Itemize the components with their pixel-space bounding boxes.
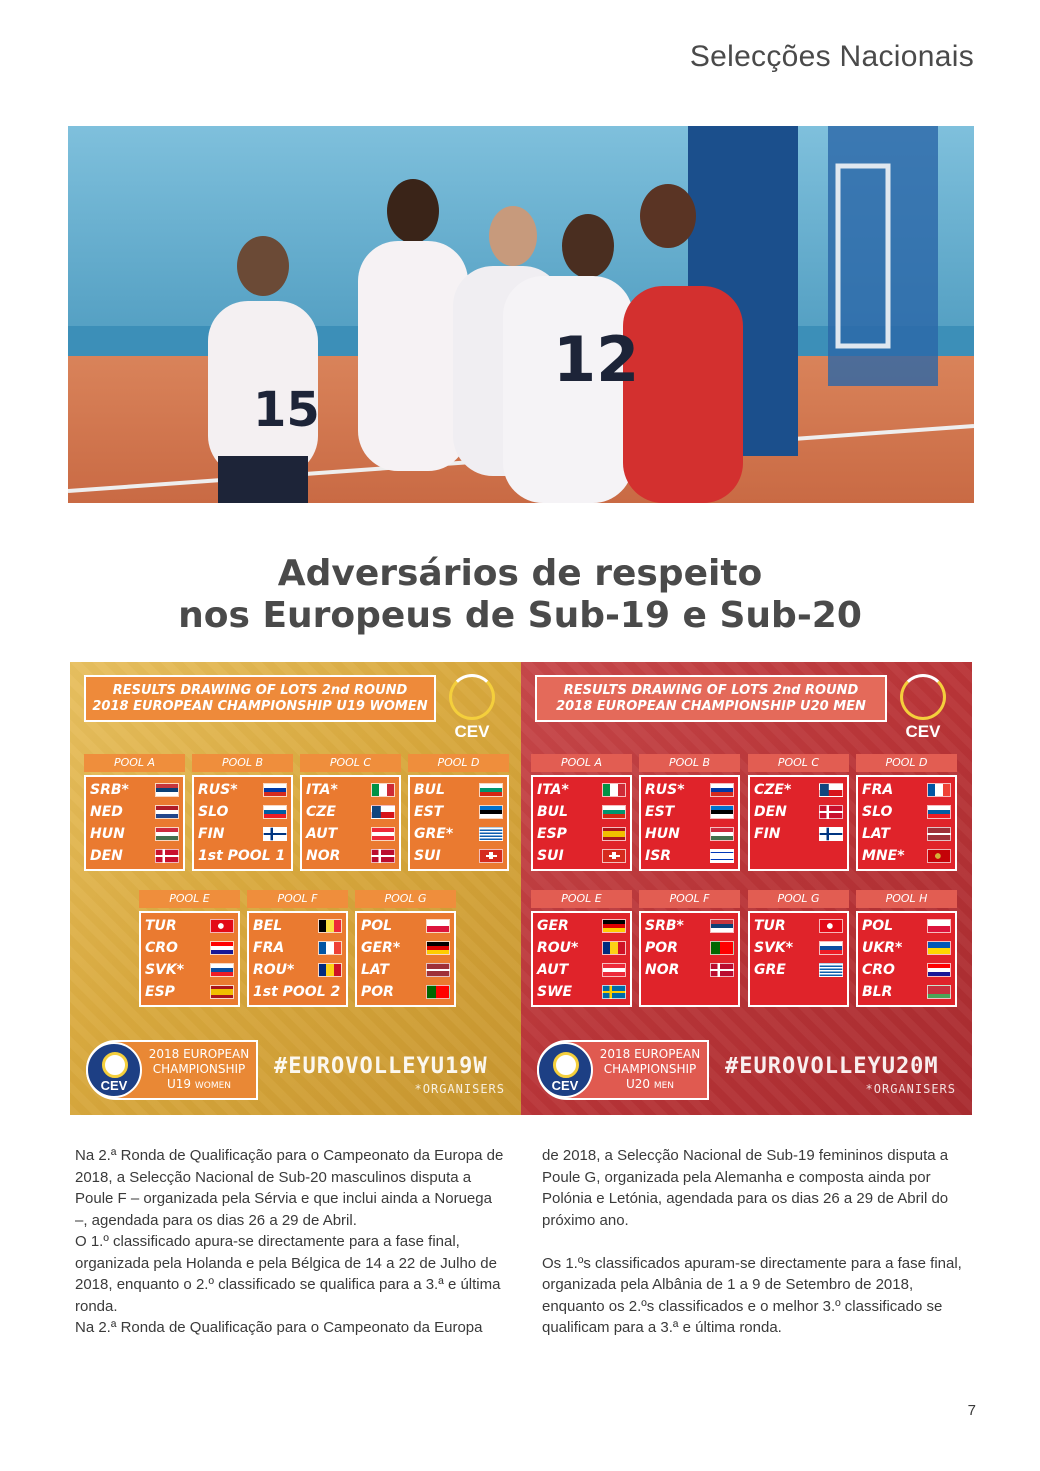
u20-men-panel: [521, 662, 972, 1115]
team-code: CRO: [145, 940, 178, 956]
team-row: [862, 981, 951, 1003]
team-row: [90, 823, 179, 845]
blr-flag-icon: [927, 985, 951, 999]
u19-banner-line-1: RESULTS DRAWING OF LOTS 2nd ROUND: [112, 682, 408, 698]
team-code: AUT: [537, 962, 569, 978]
gre-flag-icon: [479, 827, 503, 841]
team-row: [537, 981, 626, 1003]
pool-title: POOL H: [856, 890, 957, 908]
organisers-note: *ORGANISERS: [414, 1082, 505, 1096]
sui-flag-icon: [602, 849, 626, 863]
pool-team-list: [856, 911, 957, 1007]
team-row: [253, 959, 342, 981]
u20-pool-e: [531, 890, 632, 1012]
team-code: SUI: [537, 848, 564, 864]
team-code: RUS*: [198, 782, 238, 798]
team-code: MNE*: [862, 848, 905, 864]
u20-championship-badge: [537, 1040, 709, 1100]
sui-flag-icon: [479, 849, 503, 863]
body-paragraph: Os 1.ºs classificados apuram-se directamente para a fase final, organizada pela Albânia de 1 a 9 de Setembro de 2018, enquanto os 2.ºs classificados e o melhor 3.º classificado se qualificam para a 3.ª e última ronda.: [542, 1254, 962, 1336]
badge-line-2: CHAMPIONSHIP: [152, 1061, 246, 1076]
badge-line-3: U20: [625, 1076, 651, 1091]
pool-title: POOL G: [355, 890, 456, 908]
badge-line-1: 2018 EUROPEAN: [599, 1046, 701, 1061]
team-code: LAT: [361, 962, 389, 978]
u20-pool-b: [639, 754, 740, 876]
team-code: POL: [862, 918, 894, 934]
headline-line-1: Adversários de respeito: [277, 553, 763, 594]
cev-badge-icon: [537, 1042, 593, 1098]
team-row: [414, 779, 503, 801]
pool-title: POOL F: [247, 890, 348, 908]
team-row: [306, 823, 395, 845]
team-row: [862, 915, 951, 937]
u20-pool-h: [856, 890, 957, 1012]
pool-team-list: [408, 775, 509, 871]
pool-title: POOL B: [192, 754, 293, 772]
u19-women-panel: [70, 662, 521, 1115]
cev-logo-icon: [443, 674, 501, 744]
u20-pool-f: [639, 890, 740, 1012]
rus-flag-icon: [263, 783, 287, 797]
team-code: GER*: [361, 940, 401, 956]
team-row: [537, 937, 626, 959]
cze-flag-icon: [819, 783, 843, 797]
cev-logo-icon: [894, 674, 952, 744]
team-row: [253, 915, 342, 937]
team-row: [645, 845, 734, 867]
team-code: EST: [645, 804, 675, 820]
team-row: [306, 779, 395, 801]
team-code: RUS*: [645, 782, 685, 798]
u20-pool-c: [748, 754, 849, 876]
badge-category: MEN: [653, 1080, 675, 1091]
team-code: ROU*: [537, 940, 579, 956]
team-row: [537, 823, 626, 845]
pool-title: POOL D: [408, 754, 509, 772]
rus-flag-icon: [710, 783, 734, 797]
team-code: HUN: [645, 826, 680, 842]
team-row: [145, 915, 234, 937]
pool-team-list: [192, 775, 293, 871]
team-code: NOR: [306, 848, 341, 864]
team-row: [754, 779, 843, 801]
team-row: [754, 823, 843, 845]
tur-flag-icon: [210, 919, 234, 933]
team-row: [90, 779, 179, 801]
volleyball-team-photo: [68, 126, 974, 503]
slo-flag-icon: [927, 805, 951, 819]
team-row: [198, 845, 287, 867]
por-flag-icon: [710, 941, 734, 955]
badge-category: WOMEN: [194, 1080, 232, 1091]
team-code: DEN: [90, 848, 123, 864]
u20-banner: [535, 675, 887, 722]
bel-flag-icon: [318, 919, 342, 933]
est-flag-icon: [710, 805, 734, 819]
u19-championship-badge: [86, 1040, 258, 1100]
team-row: [414, 801, 503, 823]
body-column-right: [542, 1145, 974, 1339]
team-row: [862, 801, 951, 823]
pool-title: POOL E: [531, 890, 632, 908]
team-row: [645, 915, 734, 937]
headline-line-2: nos Europeus de Sub-19 e Sub-20: [178, 595, 862, 636]
section-title: Selecções Nacionais: [689, 40, 974, 73]
u19-banner: [84, 675, 436, 722]
team-code: POR: [645, 940, 678, 956]
swe-flag-icon: [602, 985, 626, 999]
body-paragraph: Na 2.ª Ronda de Qualificação para o Campeonato da Europa: [75, 1319, 483, 1336]
team-code: HUN: [90, 826, 125, 842]
hun-flag-icon: [710, 827, 734, 841]
team-row: [253, 981, 342, 1003]
tur-flag-icon: [819, 919, 843, 933]
cev-logo-text: CEV: [905, 722, 941, 741]
pool-title: POOL B: [639, 754, 740, 772]
team-row: [862, 937, 951, 959]
team-code: NOR: [645, 962, 680, 978]
u19-pool-e: [139, 890, 240, 1012]
u19-banner-line-2: 2018 EUROPEAN CHAMPIONSHIP U19 WOMEN: [92, 698, 428, 714]
team-row: [862, 779, 951, 801]
team-code: BUL: [537, 804, 568, 820]
team-code: SVK*: [145, 962, 185, 978]
team-code: GRE*: [414, 826, 454, 842]
team-code: SLO: [862, 804, 893, 820]
hun-flag-icon: [155, 827, 179, 841]
aut-flag-icon: [602, 963, 626, 977]
isr-flag-icon: [710, 849, 734, 863]
team-row: [361, 981, 450, 1003]
team-code: FRA: [862, 782, 894, 798]
pool-title: POOL A: [531, 754, 632, 772]
u19-pool-g: [355, 890, 456, 1012]
team-code: ROU*: [253, 962, 295, 978]
team-row: [414, 823, 503, 845]
fin-flag-icon: [263, 827, 287, 841]
team-row: [253, 937, 342, 959]
badge-line-2: CHAMPIONSHIP: [603, 1061, 697, 1076]
ger-flag-icon: [602, 919, 626, 933]
team-row: [862, 845, 951, 867]
pool-team-list: [84, 775, 185, 871]
team-code: SVK*: [754, 940, 794, 956]
team-row: [862, 959, 951, 981]
team-row: [645, 937, 734, 959]
pool-team-list: [748, 911, 849, 1007]
team-row: [145, 981, 234, 1003]
u20-pool-a: [531, 754, 632, 876]
team-code: CZE: [306, 804, 336, 820]
team-code: SWE: [537, 984, 573, 1000]
cev-logo-text: CEV: [454, 722, 490, 741]
organisers-note: *ORGANISERS: [865, 1082, 956, 1096]
cev-badge-icon: [86, 1042, 142, 1098]
team-row: [645, 959, 734, 981]
por-flag-icon: [426, 985, 450, 999]
pool-title: POOL G: [748, 890, 849, 908]
team-code: GRE: [754, 962, 786, 978]
team-row: [645, 779, 734, 801]
pool-team-list: [639, 775, 740, 871]
team-code: SRB*: [90, 782, 129, 798]
pool-team-list: [139, 911, 240, 1007]
den-flag-icon: [155, 849, 179, 863]
srb-flag-icon: [155, 783, 179, 797]
team-row: [90, 845, 179, 867]
team-row: [537, 915, 626, 937]
nor-flag-icon: [710, 963, 734, 977]
ita-flag-icon: [602, 783, 626, 797]
team-row: [537, 845, 626, 867]
lat-flag-icon: [927, 827, 951, 841]
team-code: EST: [414, 804, 444, 820]
team-row: [754, 915, 843, 937]
den-flag-icon: [819, 805, 843, 819]
bul-flag-icon: [602, 805, 626, 819]
esp-flag-icon: [210, 985, 234, 999]
pool-title: POOL D: [856, 754, 957, 772]
team-code: BLR: [862, 984, 893, 1000]
svk-flag-icon: [210, 963, 234, 977]
team-row: [754, 801, 843, 823]
team-code: CZE*: [754, 782, 792, 798]
badge-cev-text: CEV: [100, 1078, 128, 1093]
team-code: FIN: [198, 826, 225, 842]
team-row: [145, 937, 234, 959]
team-code: BEL: [253, 918, 283, 934]
pool-team-list: [531, 775, 632, 871]
ita-flag-icon: [371, 783, 395, 797]
pool-team-list: [300, 775, 401, 871]
rou-flag-icon: [318, 963, 342, 977]
badge-cev-text: CEV: [551, 1078, 579, 1093]
ger-flag-icon: [426, 941, 450, 955]
team-code: FIN: [754, 826, 781, 842]
pool-title: POOL C: [748, 754, 849, 772]
bul-flag-icon: [479, 783, 503, 797]
team-code: ITA*: [306, 782, 338, 798]
page-number: 7: [967, 1402, 976, 1419]
svg-text:12: 12: [553, 323, 640, 396]
aut-flag-icon: [371, 827, 395, 841]
team-row: [198, 801, 287, 823]
team-code: POR: [361, 984, 394, 1000]
team-row: [306, 801, 395, 823]
team-row: [754, 959, 843, 981]
team-code: GER: [537, 918, 569, 934]
team-code: SUI: [414, 848, 441, 864]
team-row: [645, 823, 734, 845]
svg-text:15: 15: [253, 382, 320, 438]
badge-line-1: 2018 EUROPEAN: [148, 1046, 250, 1061]
team-code: SLO: [198, 804, 229, 820]
team-code: 1st POOL 1: [198, 848, 286, 864]
team-row: [754, 937, 843, 959]
article-headline: [0, 553, 1040, 637]
pool-title: POOL A: [84, 754, 185, 772]
team-code: LAT: [862, 826, 890, 842]
u19-pool-d: [408, 754, 509, 876]
team-code: AUT: [306, 826, 338, 842]
u19-pool-f: [247, 890, 348, 1012]
pool-team-list: [856, 775, 957, 871]
mne-flag-icon: [927, 849, 951, 863]
team-code: ESP: [537, 826, 567, 842]
body-paragraph: de 2018, a Selecção Nacional de Sub-19 femininos disputa a Poule G, organizada pela Alemanha e composta ainda por Polónia e Letónia, agendada para os dias 26 a 29 de Abril do próximo ano.: [542, 1147, 949, 1229]
svk-flag-icon: [819, 941, 843, 955]
team-row: [361, 915, 450, 937]
team-code: NED: [90, 804, 123, 820]
pool-team-list: [639, 911, 740, 1007]
team-row: [537, 959, 626, 981]
fra-flag-icon: [927, 783, 951, 797]
team-code: UKR*: [862, 940, 903, 956]
fin-flag-icon: [819, 827, 843, 841]
pool-title: POOL E: [139, 890, 240, 908]
draw-results-graphic: [70, 662, 972, 1115]
pol-flag-icon: [426, 919, 450, 933]
body-paragraph: Na 2.ª Ronda de Qualificação para o Campeonato da Europa de 2018, a Selecção Nacional de Sub-20 masculinos disputa a Poule F – organizada pela Sérvia e que inclui ainda a Noruega –, agendada para os dias 26 a 29 de Abril.: [75, 1147, 504, 1229]
team-row: [90, 801, 179, 823]
team-code: TUR: [754, 918, 786, 934]
team-code: TUR: [145, 918, 177, 934]
pool-team-list: [355, 911, 456, 1007]
team-code: BUL: [414, 782, 445, 798]
team-code: ISR: [645, 848, 672, 864]
team-row: [414, 845, 503, 867]
team-row: [862, 823, 951, 845]
pool-title: POOL C: [300, 754, 401, 772]
cro-flag-icon: [210, 941, 234, 955]
team-code: FRA: [253, 940, 285, 956]
badge-line-3: U19: [166, 1076, 192, 1091]
team-row: [198, 779, 287, 801]
team-code: 1st POOL 2: [253, 984, 341, 1000]
team-row: [361, 937, 450, 959]
lat-flag-icon: [426, 963, 450, 977]
pool-team-list: [748, 775, 849, 871]
est-flag-icon: [479, 805, 503, 819]
cze-flag-icon: [371, 805, 395, 819]
rou-flag-icon: [602, 941, 626, 955]
cro-flag-icon: [927, 963, 951, 977]
ned-flag-icon: [155, 805, 179, 819]
u20-banner-line-2: 2018 EUROPEAN CHAMPIONSHIP U20 MEN: [556, 698, 866, 714]
u19-pool-c: [300, 754, 401, 876]
team-code: CRO: [862, 962, 895, 978]
u19-pool-a: [84, 754, 185, 876]
team-row: [145, 959, 234, 981]
u20-banner-line-1: RESULTS DRAWING OF LOTS 2nd ROUND: [563, 682, 859, 698]
team-row: [198, 823, 287, 845]
team-row: [645, 801, 734, 823]
team-row: [537, 779, 626, 801]
u19-hashtag: #EUROVOLLEYU19W: [274, 1054, 488, 1079]
team-row: [537, 801, 626, 823]
body-paragraph: O 1.º classificado apura-se directamente para a fase final, organizada pela Holanda e pela Bélgica de 14 a 22 de Julho de 2018, enquanto o 2.º classificado se qualifica para a 3.ª e última ronda.: [75, 1233, 501, 1315]
team-code: ESP: [145, 984, 175, 1000]
body-column-left: [75, 1145, 507, 1339]
team-code: ITA*: [537, 782, 569, 798]
esp-flag-icon: [602, 827, 626, 841]
fra-flag-icon: [318, 941, 342, 955]
u20-pool-g: [748, 890, 849, 1012]
pool-title: POOL F: [639, 890, 740, 908]
srb-flag-icon: [710, 919, 734, 933]
gre-flag-icon: [819, 963, 843, 977]
u19-pool-b: [192, 754, 293, 876]
pol-flag-icon: [927, 919, 951, 933]
team-row: [361, 959, 450, 981]
team-row: [306, 845, 395, 867]
pool-team-list: [531, 911, 632, 1007]
slo-flag-icon: [263, 805, 287, 819]
team-code: POL: [361, 918, 393, 934]
nor-flag-icon: [371, 849, 395, 863]
u20-pool-d: [856, 754, 957, 876]
u20-hashtag: #EUROVOLLEYU20M: [725, 1054, 939, 1079]
pool-team-list: [247, 911, 348, 1007]
team-code: SRB*: [645, 918, 684, 934]
ukr-flag-icon: [927, 941, 951, 955]
team-code: DEN: [754, 804, 787, 820]
